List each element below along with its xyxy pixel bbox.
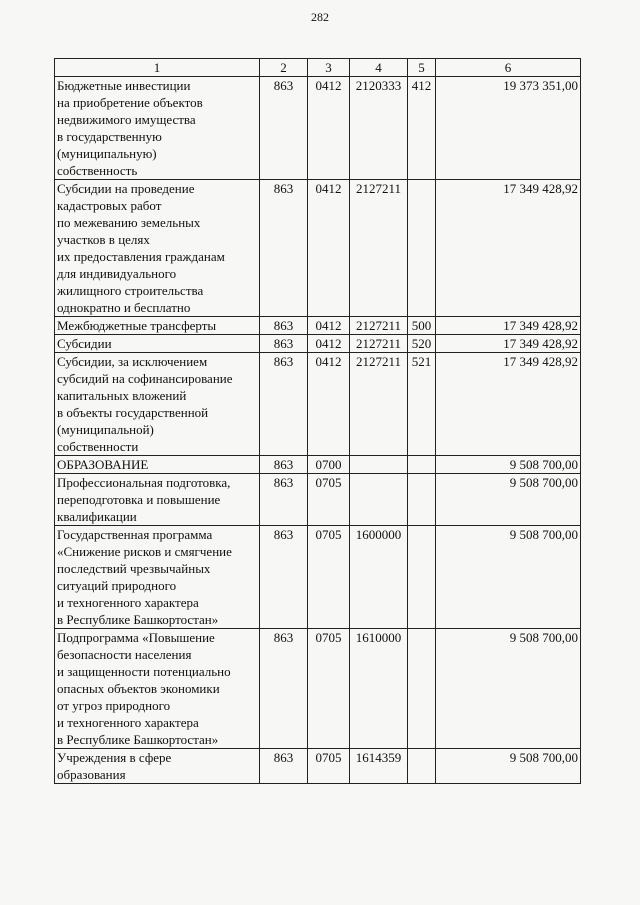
row-name-line: Подпрограмма «Повышение <box>57 630 215 645</box>
expense-type-cell <box>408 456 436 474</box>
row-name-line: в государственную <box>57 129 162 144</box>
target-article-cell: 1614359 <box>350 749 408 784</box>
row-name-line: в Республике Башкортостан» <box>57 612 219 627</box>
table-row <box>55 77 581 180</box>
row-name-line: собственности <box>57 439 139 454</box>
row-name-cell <box>55 77 260 180</box>
section-code-cell: 0412 <box>308 77 350 180</box>
expense-type-cell <box>408 749 436 784</box>
target-article-cell: 2127211 <box>350 353 408 456</box>
publisher-code-cell: 863 <box>260 749 308 784</box>
expense-type-cell: 412 <box>408 77 436 180</box>
row-name-line: кадастровых работ <box>57 198 162 213</box>
publisher-code-cell: 863 <box>260 526 308 629</box>
expense-type-cell <box>408 526 436 629</box>
table-row <box>55 180 581 317</box>
row-name-line: субсидий на софинансирование <box>57 371 233 386</box>
section-code-cell: 0412 <box>308 180 350 317</box>
publisher-code-cell: 863 <box>260 456 308 474</box>
column-header: 4 <box>350 59 408 77</box>
row-name-line: жилищного строительства <box>57 283 204 298</box>
row-name-line: по межеванию земельных <box>57 215 201 230</box>
amount-cell: 17 349 428,92 <box>436 353 581 456</box>
row-name-line: «Снижение рисков и смягчение <box>57 544 232 559</box>
row-name-cell <box>55 629 260 749</box>
table-body <box>55 77 581 784</box>
row-name-line: для индивидуального <box>57 266 177 281</box>
expense-type-cell <box>408 629 436 749</box>
row-name-line: ситуаций природного <box>57 578 177 593</box>
section-code-cell: 0412 <box>308 335 350 353</box>
row-name-line: Субсидии <box>57 336 112 351</box>
amount-cell: 9 508 700,00 <box>436 749 581 784</box>
table-header-row <box>55 59 581 77</box>
row-name-line: опасных объектов экономики <box>57 681 220 696</box>
amount-cell: 9 508 700,00 <box>436 629 581 749</box>
row-name-cell <box>55 526 260 629</box>
target-article-cell: 2127211 <box>350 317 408 335</box>
row-name-line: Профессиональная подготовка, <box>57 475 231 490</box>
row-name-line: и техногенного характера <box>57 595 199 610</box>
target-article-cell: 1600000 <box>350 526 408 629</box>
section-code-cell: 0412 <box>308 317 350 335</box>
publisher-code-cell: 863 <box>260 474 308 526</box>
row-name-line: (муниципальную) <box>57 146 157 161</box>
row-name-line: их предоставления гражданам <box>57 249 225 264</box>
row-name-line: Государственная программа <box>57 527 213 542</box>
expense-type-cell <box>408 474 436 526</box>
target-article-cell: 2127211 <box>350 335 408 353</box>
table-row <box>55 335 581 353</box>
amount-cell: 9 508 700,00 <box>436 456 581 474</box>
row-name-line: Субсидии, за исключением <box>57 354 208 369</box>
target-article-cell <box>350 474 408 526</box>
row-name-line: безопасности населения <box>57 647 192 662</box>
table-row <box>55 474 581 526</box>
target-article-cell: 1610000 <box>350 629 408 749</box>
table-row <box>55 317 581 335</box>
expense-type-cell <box>408 180 436 317</box>
row-name-cell <box>55 317 260 335</box>
row-name-line: недвижимого имущества <box>57 112 196 127</box>
column-header: 3 <box>308 59 350 77</box>
row-name-line: последствий чрезвычайных <box>57 561 211 576</box>
publisher-code-cell: 863 <box>260 77 308 180</box>
table-row <box>55 456 581 474</box>
table-row <box>55 629 581 749</box>
row-name-line: и защищенности потенциально <box>57 664 231 679</box>
table-row <box>55 353 581 456</box>
section-code-cell: 0700 <box>308 456 350 474</box>
row-name-cell <box>55 335 260 353</box>
row-name-line: переподготовка и повышение <box>57 492 221 507</box>
amount-cell: 17 349 428,92 <box>436 335 581 353</box>
publisher-code-cell: 863 <box>260 353 308 456</box>
row-name-line: на приобретение объектов <box>57 95 203 110</box>
row-name-line: участков в целях <box>57 232 150 247</box>
publisher-code-cell: 863 <box>260 629 308 749</box>
expense-type-cell: 500 <box>408 317 436 335</box>
row-name-line: в Республике Башкортостан» <box>57 732 219 747</box>
column-header: 6 <box>436 59 581 77</box>
row-name-cell <box>55 456 260 474</box>
amount-cell: 17 349 428,92 <box>436 180 581 317</box>
row-name-line: собственность <box>57 163 138 178</box>
section-code-cell: 0705 <box>308 474 350 526</box>
row-name-line: ОБРАЗОВАНИЕ <box>57 457 149 472</box>
section-code-cell: 0412 <box>308 353 350 456</box>
target-article-cell: 2120333 <box>350 77 408 180</box>
row-name-cell <box>55 180 260 317</box>
amount-cell: 9 508 700,00 <box>436 526 581 629</box>
row-name-line: квалификации <box>57 509 137 524</box>
table-row <box>55 526 581 629</box>
row-name-line: (муниципальной) <box>57 422 154 437</box>
column-header: 2 <box>260 59 308 77</box>
expense-type-cell: 520 <box>408 335 436 353</box>
row-name-line: Учреждения в сфере <box>57 750 172 765</box>
table-row <box>55 749 581 784</box>
expense-type-cell: 521 <box>408 353 436 456</box>
row-name-line: образования <box>57 767 126 782</box>
row-name-line: Межбюджетные трансферты <box>57 318 217 333</box>
amount-cell: 19 373 351,00 <box>436 77 581 180</box>
budget-table <box>54 58 581 784</box>
section-code-cell: 0705 <box>308 629 350 749</box>
row-name-line: от угроз природного <box>57 698 171 713</box>
publisher-code-cell: 863 <box>260 335 308 353</box>
amount-cell: 9 508 700,00 <box>436 474 581 526</box>
amount-cell: 17 349 428,92 <box>436 317 581 335</box>
publisher-code-cell: 863 <box>260 317 308 335</box>
target-article-cell <box>350 456 408 474</box>
section-code-cell: 0705 <box>308 749 350 784</box>
row-name-line: в объекты государственной <box>57 405 209 420</box>
target-article-cell: 2127211 <box>350 180 408 317</box>
row-name-line: Бюджетные инвестиции <box>57 78 191 93</box>
row-name-line: и техногенного характера <box>57 715 199 730</box>
section-code-cell: 0705 <box>308 526 350 629</box>
publisher-code-cell: 863 <box>260 180 308 317</box>
row-name-cell <box>55 749 260 784</box>
row-name-line: однократно и бесплатно <box>57 300 191 315</box>
page-number: 282 <box>311 10 329 24</box>
column-header: 5 <box>408 59 436 77</box>
row-name-cell <box>55 474 260 526</box>
row-name-line: капитальных вложений <box>57 388 187 403</box>
row-name-cell <box>55 353 260 456</box>
column-header: 1 <box>55 59 260 77</box>
row-name-line: Субсидии на проведение <box>57 181 195 196</box>
